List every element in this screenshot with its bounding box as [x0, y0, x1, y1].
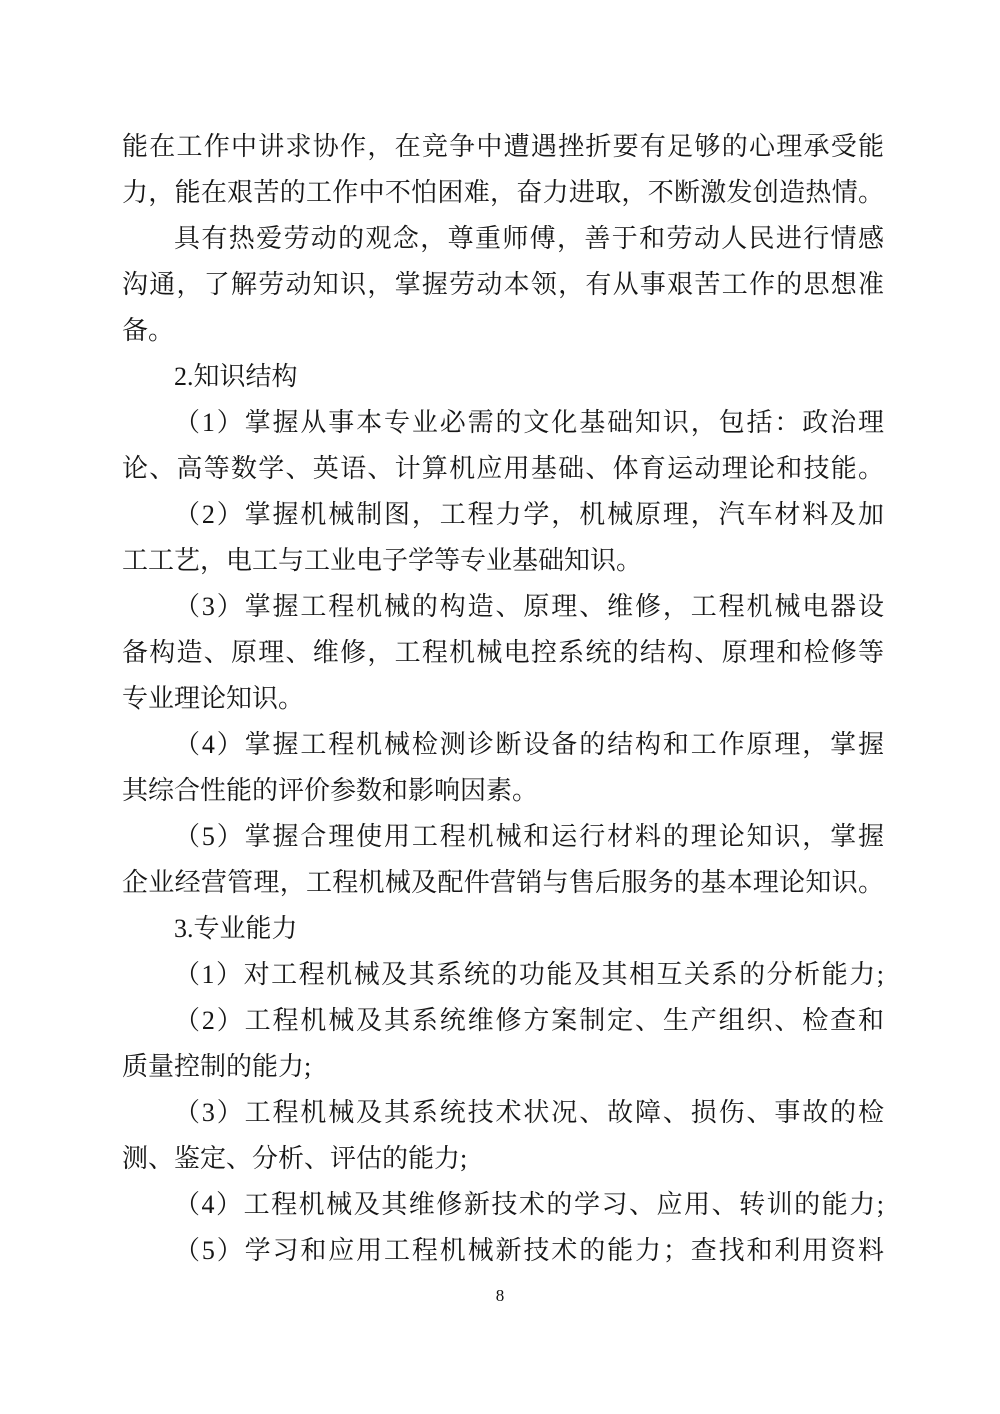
- text-line: 备。: [122, 316, 175, 345]
- text-line: 具有热爱劳动的观念，尊重师傅，善于和劳动人民进行情感: [174, 224, 884, 253]
- text-line: 沟通，了解劳动知识，掌握劳动本领，有从事艰苦工作的思想准: [122, 270, 884, 299]
- text-line: 工工艺，电工与工业电子学等专业基础知识。: [122, 546, 643, 575]
- text-line: （2）工程机械及其系统维修方案制定、生产组织、检查和: [174, 1006, 884, 1035]
- page-content: [122, 124, 884, 1274]
- page-number: 8: [495, 1286, 505, 1305]
- text-line: （2）掌握机械制图，工程力学，机械原理，汽车材料及加: [174, 500, 884, 529]
- text-line: 专业理论知识。: [122, 684, 305, 713]
- text-line: （1）掌握从事本专业必需的文化基础知识，包括：政治理: [174, 408, 884, 437]
- text-line: （1）对工程机械及其系统的功能及其相互关系的分析能力;: [174, 960, 884, 989]
- text-line: （5）学习和应用工程机械新技术的能力；查找和利用资料: [174, 1236, 884, 1265]
- text-line: （4）工程机械及其维修新技术的学习、应用、转训的能力;: [174, 1190, 884, 1219]
- text-line: 论、高等数学、英语、计算机应用基础、体育运动理论和技能。: [122, 454, 884, 483]
- text-line: 备构造、原理、维修，工程机械电控系统的结构、原理和检修等: [122, 638, 884, 667]
- text-line: 质量控制的能力;: [122, 1052, 312, 1081]
- text-line: （5）掌握合理使用工程机械和运行材料的理论知识，掌握: [174, 822, 884, 851]
- section-heading-professional-ability: 3.专业能力: [174, 914, 298, 943]
- text-line: （3）工程机械及其系统技术状况、故障、损伤、事故的检: [174, 1098, 884, 1127]
- section-heading-knowledge-structure: 2.知识结构: [174, 362, 298, 391]
- text-line: （3）掌握工程机械的构造、原理、维修，工程机械电器设: [174, 592, 884, 621]
- text-line: 企业经营管理，工程机械及配件营销与售后服务的基本理论知识。: [122, 868, 884, 897]
- text-line: 测、鉴定、分析、评估的能力;: [122, 1144, 468, 1173]
- text-line: 力，能在艰苦的工作中不怕困难，奋力进取，不断激发创造热情。: [122, 178, 884, 207]
- text-line: （4）掌握工程机械检测诊断设备的结构和工作原理，掌握: [174, 730, 884, 759]
- text-line: 能在工作中讲求协作，在竞争中遭遇挫折要有足够的心理承受能: [122, 132, 884, 161]
- text-line: 其综合性能的评价参数和影响因素。: [122, 776, 539, 805]
